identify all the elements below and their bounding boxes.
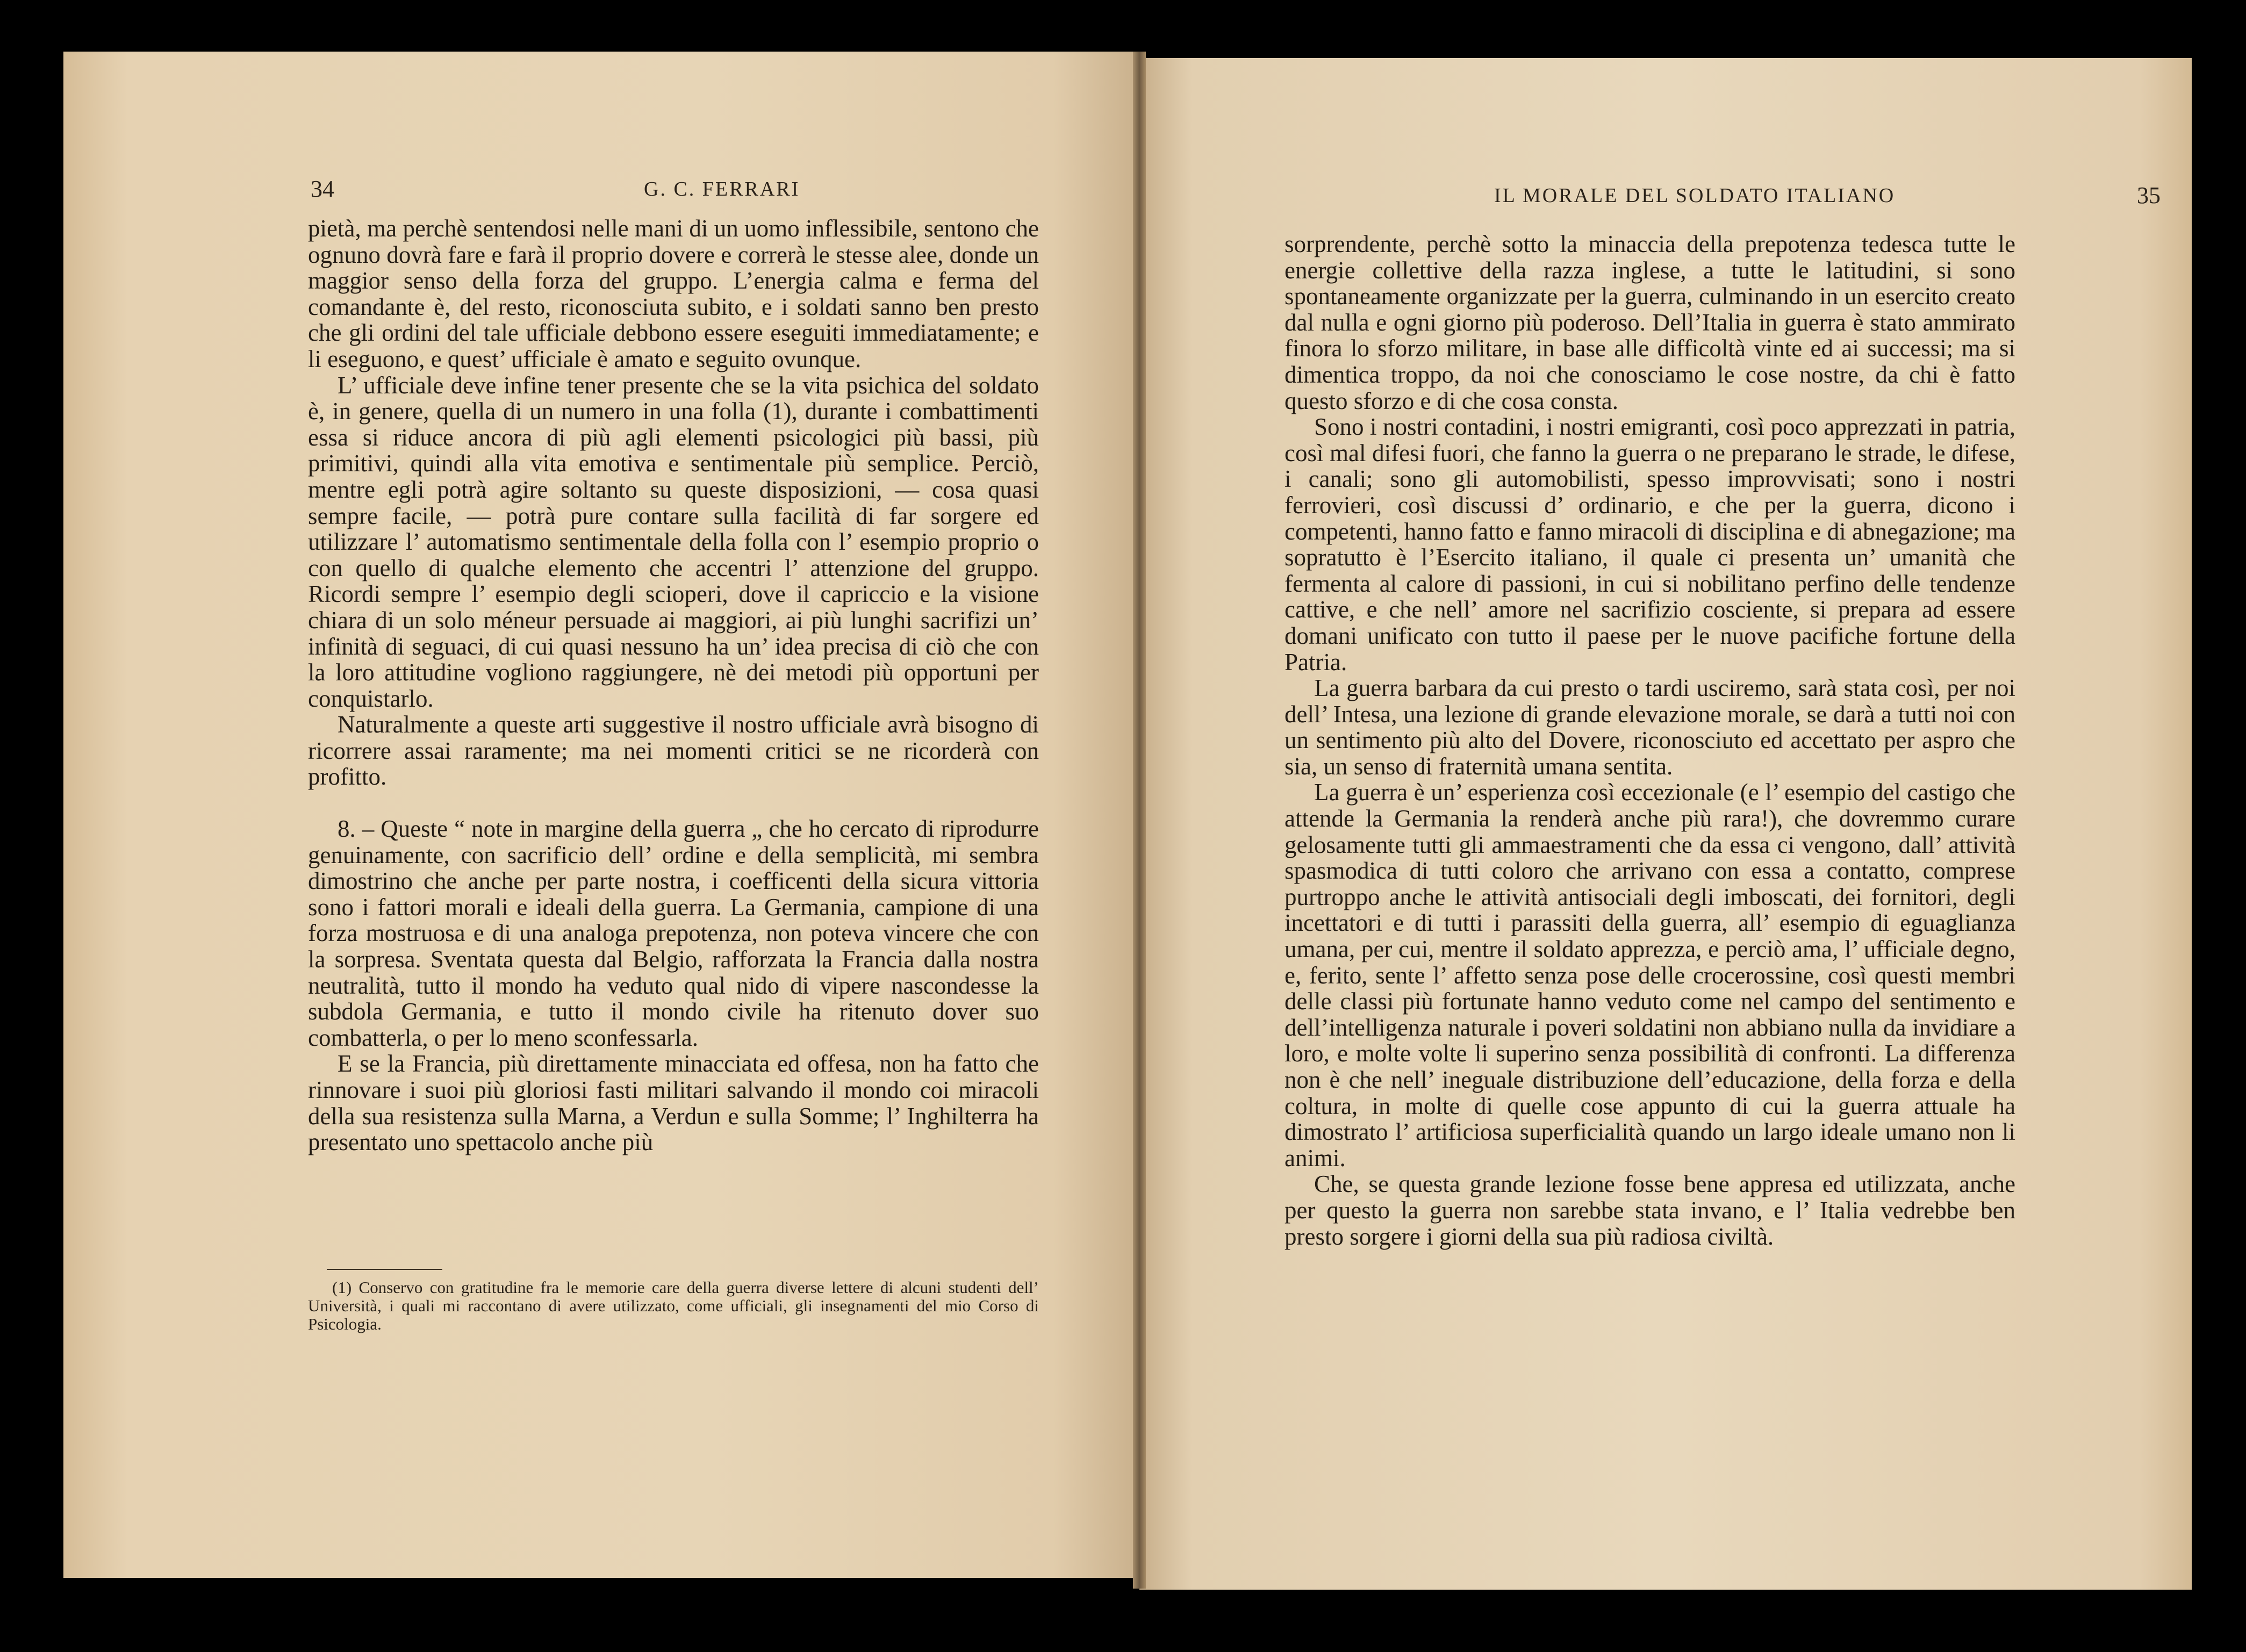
paragraph: La guerra barbara da cui presto o tardi usciremo, sarà stata così, per noi dell’ Intesa, una lezione di grande elevazione morale, se darà a tutti noi con un sentimento più alto del Dovere, riconosciuto ed accettato per aspro che sia, un senso di fraternità umana sentita. [1285, 674, 2015, 780]
footnote-text: (1) Conservo con gratitudine fra le memorie care della guerra diverse lettere di alcuni studenti dell’ Università, i quali mi raccontano di avere utilizzato, come ufficiali, gli insegnamenti del mio Corso di Psicologia. [308, 1278, 1039, 1333]
left-page-body [308, 216, 1039, 1155]
paragraph: pietà, ma perchè sentendosi nelle mani di un uomo inflessibile, sentono che ognuno dovrà fare e farà il proprio dovere e correrà le stesse alee, donde un maggior senso della forza del gruppo. L’energia calma e ferma del comandante è, del resto, riconosciuta subito, e i soldati sanno ben presto che gli ordini del tale ufficiale debbono essere eseguiti immediatamente; e li eseguono, e quest’ ufficiale è amato e seguito ovunque. [308, 215, 1039, 372]
paragraph: 8. – Queste “ note in margine della guerra „ che ho cercato di riprodurre genuinamente, con sacrificio dell’ ordine e della semplicità, mi sembra dimostrino che anche per parte nostra, i coefficenti della sicura vittoria sono i fattori morali e ideali della guerra. La Germania, campione di una forza mostruosa e di una analoga prepotenza, non poteva vincere che con la sorpresa. Sventata questa dal Belgio, rafforzata la Francia dalla nostra neutralità, tutto il mondo ha veduto qual nido di vipere nascondesse la subdola Germania, e tutto il mondo civile ha ritenuto dover suo combatterla, o per lo meno sconfessarla. [308, 815, 1039, 1051]
footnote-divider [327, 1269, 442, 1270]
paragraph: Sono i nostri contadini, i nostri emigranti, così poco apprezzati in patria, così mal difesi fuori, che fanno la guerra o ne preparano le strade, le difese, i canali; sono gli automobilisti, spesso improvvisati; sono i nostri ferrovieri, così discussi d’ ordinario, e che per la guerra, dicono i competenti, hanno fatto e fanno miracoli di disciplina e di abnegazione; ma sopratutto è l’Esercito italiano, il quale ci presenta un’ umanità che fermenta al calore di passioni, in cui si nobilitano perfino delle tendenze cattive, e che nell’ amore nel sacrifizio cosciente, si prepara ad essere domani unificato con tutto il paese per le nuove pacifiche fortune della Patria. [1285, 413, 2015, 676]
paragraph: L’ ufficiale deve infine tener presente che se la vita psichica del soldato è, in genere, quella di un numero in una folla (1), durante i combattimenti essa si riduce ancora di più agli elementi psicologici più bassi, più primitivi, quindi alla vita emotiva e sentimentale più semplice. Perciò, mentre egli potrà agire soltanto su queste disposizioni, — cosa quasi sempre facile, — potrà pure contare sulla facilità di far sorgere ed utilizzare l’ automatismo sentimentale della folla con l’ esempio proprio o con quello di qualche elemento che accentri l’ attenzione del gruppo. Ricordi sempre l’ esempio degli scioperi, dove il capriccio e la visione chiara di un solo méneur persuade ai maggiori, ai più lunghi sacrifizi un’ infinità di seguaci, di cui quasi nessuno ha un’ idea precisa di ciò che con la loro attitudine vogliono raggiungere, nè dei metodi più opportuni per conquistarlo. [308, 371, 1039, 712]
paragraph: sorprendente, perchè sotto la minaccia della prepotenza tedesca tutte le energie collettive della razza inglese, a tutte le latitudini, si sono spontaneamente organizzate per la guerra, culminando in un esercito creato dal nulla e ogni giorno più poderoso. Dell’Italia in guerra è stato ammirato finora lo sforzo militare, in base alle difficoltà vinte ed ai successi; ma si dimentica troppo, da noi che conosciamo le cose nostre, da chi è fatto questo sforzo e di che cosa consta. [1285, 231, 2015, 414]
paragraph: La guerra è un’ esperienza così eccezionale (e l’ esempio del castigo che attende la Germania la renderà anche più rara!), che dovremmo curare gelosamente tutti gli ammaestramenti che da essa ci vengono, dall’ attività spasmodica di tutti coloro che arrivano con essa a contatto, comprese purtroppo anche le attività antisociali degli imboscati, dei fornitori, degli incettatori e di tutti i parassiti della guerra, all’ esempio di eguaglianza umana, per cui, mentre il soldato apprezza, e perciò ama, l’ ufficiale degno, e, ferito, sente l’ affetto senza pose delle crocerossine, così questi membri delle classi più fortunate hanno veduto come nel campo del sentimento e dell’intelligenza naturale i poveri soldatini non abbiano nulla da invidiare a loro, e molte volte li superino senza possibilità di confronti. La differenza non è che nell’ ineguale distribuzione dell’educazione, della forza e della coltura, in molte di quelle cose appunto di cui la guerra attuale ha dimostrato l’ artificiosa superficialità quando un largo ideale umano non li animi. [1285, 779, 2015, 1172]
paragraph: Naturalmente a queste arti suggestive il nostro ufficiale avrà bisogno di ricorrere assai raramente; ma nei momenti critici se ne ricorderà con profitto. [308, 711, 1039, 791]
page-number: 35 [2137, 182, 2161, 209]
right-page-header [1440, 182, 2161, 225]
left-page [63, 52, 1139, 1578]
paragraph: Che, se questa grande lezione fosse bene appresa ed utilizzata, anche per questo la guerra non sarebbe stata invano, e l’ Italia vedrebbe ben presto sorgere i giorni della sua più radiosa civiltà. [1285, 1170, 2015, 1250]
running-head: G. C. FERRARI [644, 178, 800, 200]
right-page-body [1285, 231, 2015, 1249]
paragraph: E se la Francia, più direttamente minacciata ed offesa, non ha fatto che rinnovare i suoi più gloriosi fasti militari salvando il mondo coi miracoli della sua resistenza sulla Marna, a Verdun e sulla Somme; l’ Inghilterra ha presentato uno spettacolo anche più [308, 1050, 1039, 1156]
book-spine-gutter [1133, 52, 1146, 1589]
right-page [1139, 58, 2192, 1590]
left-page-header [311, 175, 1031, 218]
footnote [308, 1278, 1039, 1333]
page-number: 34 [311, 176, 334, 202]
running-head: IL MORALE DEL SOLDATO ITALIANO [1494, 184, 1896, 207]
